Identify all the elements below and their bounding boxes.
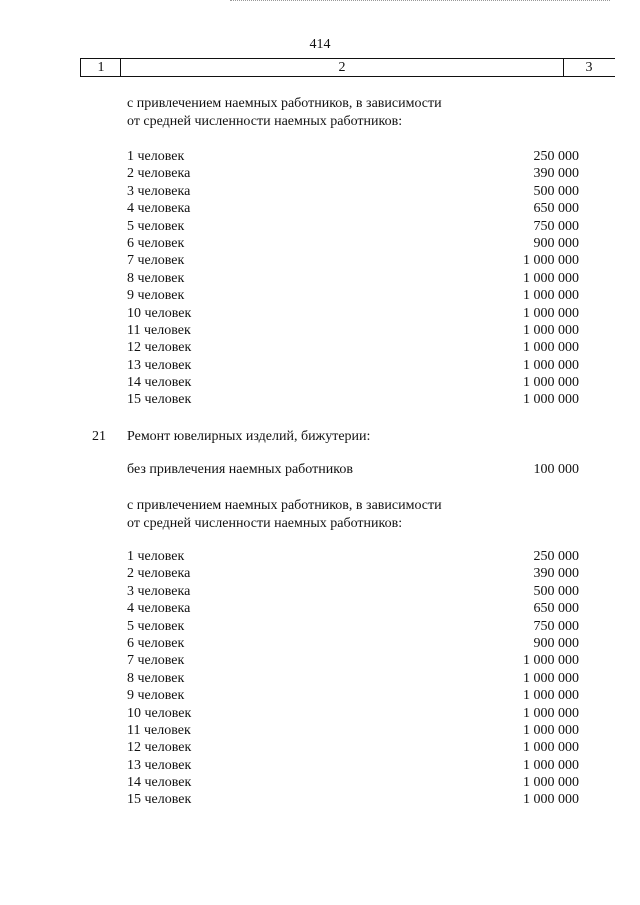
- employee-count-label: 6 человек: [127, 235, 185, 251]
- employee-count-label: 12 человек: [127, 740, 192, 756]
- employee-count-label: 13 человек: [127, 357, 192, 373]
- list-item: [127, 600, 579, 617]
- employee-count-label: 10 человек: [127, 705, 192, 721]
- no-employees-value: 100 000: [533, 462, 579, 477]
- list-item: [127, 374, 579, 391]
- list-item: [127, 739, 579, 756]
- employee-count-label: 10 человек: [127, 305, 192, 321]
- list-item: [127, 687, 579, 704]
- list-item: [127, 305, 579, 322]
- employee-count-label: 4 человека: [127, 601, 191, 617]
- list-item: [127, 322, 579, 339]
- list-item: [127, 357, 579, 374]
- employee-count-label: 2 человека: [127, 566, 191, 582]
- employee-count-label: 4 человека: [127, 201, 191, 217]
- employee-count-label: 14 человек: [127, 775, 192, 791]
- employee-count-label: 9 человек: [127, 288, 185, 304]
- list-item: [127, 705, 579, 722]
- amount-value: 390 000: [533, 566, 579, 582]
- amount-value: 1 000 000: [523, 253, 579, 269]
- header-col-1: 1: [80, 59, 121, 76]
- amount-value: 1 000 000: [523, 688, 579, 704]
- page-number: 414: [309, 37, 331, 52]
- employee-count-label: 8 человек: [127, 270, 185, 286]
- amount-value: 1 000 000: [523, 653, 579, 669]
- item21-intro-line1: с привлечением наемных работников, в зависимости: [127, 498, 442, 513]
- amount-value: 500 000: [533, 183, 579, 199]
- list-item: [127, 200, 579, 217]
- list-item: [127, 722, 579, 739]
- scan-edge-artifact: [230, 0, 610, 4]
- list-item: [127, 235, 579, 252]
- employee-count-label: 1 человек: [127, 149, 185, 164]
- table-header: [80, 58, 615, 77]
- header-col-3: 3: [585, 60, 593, 75]
- list-item: [127, 270, 579, 287]
- employee-count-label: 13 человек: [127, 757, 192, 773]
- list-item: [127, 183, 579, 200]
- employee-count-label: 5 человек: [127, 218, 185, 234]
- amount-value: 1 000 000: [523, 775, 579, 791]
- amount-value: 1 000 000: [523, 322, 579, 338]
- item21-employee-list: [127, 548, 579, 809]
- amount-value: 1 000 000: [523, 375, 579, 391]
- list-item: [127, 635, 579, 652]
- amount-value: 1 000 000: [523, 792, 579, 808]
- employee-count-label: 5 человек: [127, 618, 185, 634]
- list-item: [127, 618, 579, 635]
- amount-value: 250 000: [533, 549, 579, 564]
- amount-value: 750 000: [533, 618, 579, 634]
- amount-value: 1 000 000: [523, 357, 579, 373]
- amount-value: 500 000: [533, 583, 579, 599]
- employee-count-label: 11 человек: [127, 722, 191, 738]
- item-number: 21: [92, 429, 106, 444]
- list-item: [127, 165, 579, 182]
- no-employees-label: без привлечения наемных работников: [127, 462, 353, 477]
- employee-count-label: 9 человек: [127, 688, 185, 704]
- list-item: [127, 339, 579, 356]
- employee-count-label: 11 человек: [127, 322, 191, 338]
- employee-count-label: 6 человек: [127, 635, 185, 651]
- employee-count-label: 15 человек: [127, 392, 192, 408]
- list-item: [127, 670, 579, 687]
- amount-value: 650 000: [533, 601, 579, 617]
- amount-value: 900 000: [533, 635, 579, 651]
- list-item: [127, 287, 579, 304]
- section1-intro-line2: от средней численности наемных работников:: [127, 114, 403, 129]
- amount-value: 1 000 000: [523, 740, 579, 756]
- employee-count-label: 3 человека: [127, 183, 191, 199]
- amount-value: 250 000: [533, 149, 579, 164]
- amount-value: 1 000 000: [523, 705, 579, 721]
- list-item: [127, 583, 579, 600]
- employee-count-label: 7 человек: [127, 653, 185, 669]
- employee-count-label: 15 человек: [127, 792, 192, 808]
- amount-value: 390 000: [533, 166, 579, 182]
- amount-value: 1 000 000: [523, 288, 579, 304]
- employee-count-label: 7 человек: [127, 253, 185, 269]
- employee-count-label: 12 человек: [127, 340, 192, 356]
- list-item: [127, 148, 579, 165]
- amount-value: 1 000 000: [523, 670, 579, 686]
- list-item: [127, 548, 579, 565]
- employee-count-label: 3 человека: [127, 583, 191, 599]
- list-item: [127, 565, 579, 582]
- list-item: [127, 757, 579, 774]
- item-title: Ремонт ювелирных изделий, бижутерии:: [127, 429, 371, 444]
- amount-value: 1 000 000: [523, 392, 579, 408]
- list-item: [127, 791, 579, 808]
- list-item: [127, 774, 579, 791]
- list-item: [127, 218, 579, 235]
- employee-count-label: 1 человек: [127, 549, 185, 564]
- section1-employee-list: [127, 148, 579, 409]
- header-col-2: 2: [120, 59, 564, 76]
- amount-value: 1 000 000: [523, 757, 579, 773]
- amount-value: 750 000: [533, 218, 579, 234]
- section1-intro-line1: с привлечением наемных работников, в зависимости: [127, 96, 442, 111]
- employee-count-label: 2 человека: [127, 166, 191, 182]
- employee-count-label: 8 человек: [127, 670, 185, 686]
- amount-value: 900 000: [533, 235, 579, 251]
- list-item: [127, 391, 579, 408]
- employee-count-label: 14 человек: [127, 375, 192, 391]
- item21-intro-line2: от средней численности наемных работников:: [127, 516, 403, 531]
- amount-value: 1 000 000: [523, 340, 579, 356]
- amount-value: 1 000 000: [523, 722, 579, 738]
- list-item: [127, 252, 579, 269]
- list-item: [127, 652, 579, 669]
- amount-value: 650 000: [533, 201, 579, 217]
- amount-value: 1 000 000: [523, 305, 579, 321]
- amount-value: 1 000 000: [523, 270, 579, 286]
